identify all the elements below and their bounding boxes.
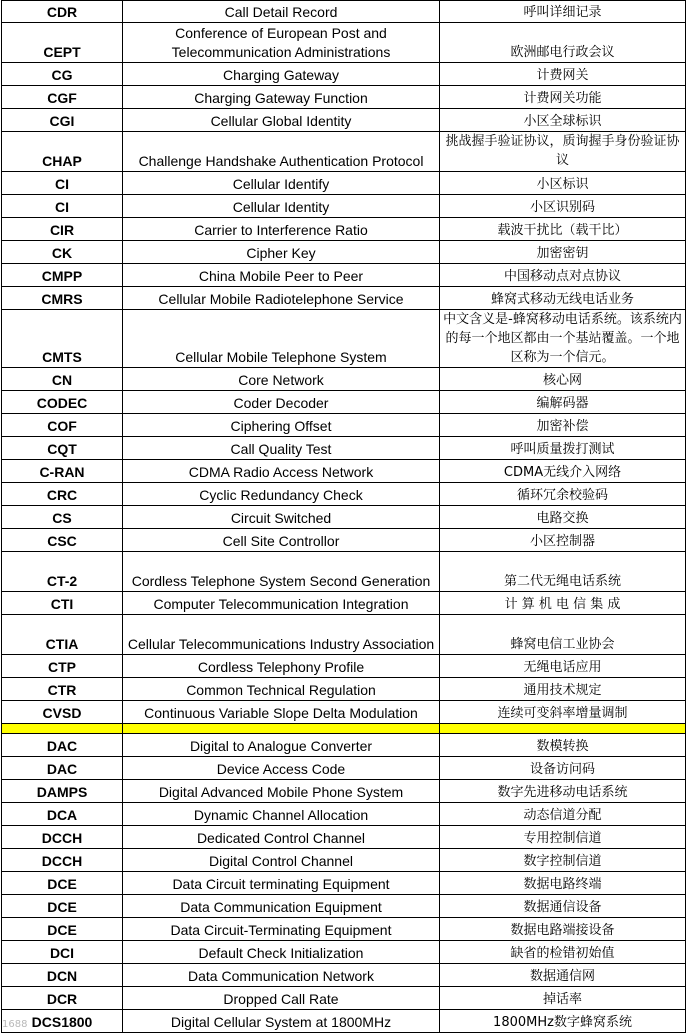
abbreviation-cell: CI <box>2 195 123 218</box>
english-term-cell: Cyclic Redundancy Check <box>123 483 440 506</box>
english-term-cell: Digital Cellular System at 1800MHz <box>123 1010 440 1033</box>
table-row <box>2 218 686 241</box>
abbreviation-cell: CSC <box>2 529 123 552</box>
chinese-term-cell: 掉话率 <box>440 987 686 1010</box>
table-row <box>2 987 686 1010</box>
english-term-cell: Charging Gateway Function <box>123 86 440 109</box>
abbreviation-cell: DAMPS <box>2 780 123 803</box>
chinese-term-cell: 数据电路终端 <box>440 872 686 895</box>
chinese-term-cell: 小区识别码 <box>440 195 686 218</box>
table-row <box>2 678 686 701</box>
table-row <box>2 780 686 803</box>
english-term-cell: Continuous Variable Slope Delta Modulation <box>123 701 440 724</box>
table-row <box>2 964 686 987</box>
chinese-term-cell: 中国移动点对点协议 <box>440 264 686 287</box>
table-row <box>2 368 686 391</box>
chinese-term-cell: 呼叫详细记录 <box>440 1 686 23</box>
chinese-term-cell: 呼叫质量拨打测试 <box>440 437 686 460</box>
table-row <box>2 1010 686 1033</box>
abbreviation-cell: DAC <box>2 757 123 780</box>
abbreviation-cell: DCI <box>2 941 123 964</box>
table-row <box>2 132 686 172</box>
table-row <box>2 895 686 918</box>
chinese-term-cell: 小区控制器 <box>440 529 686 552</box>
abbreviation-cell: CRC <box>2 483 123 506</box>
english-term-cell: CDMA Radio Access Network <box>123 460 440 483</box>
english-term-cell: Cordless Telephony Profile <box>123 655 440 678</box>
abbreviation-cell: C-RAN <box>2 460 123 483</box>
chinese-term-cell: 中文含义是-蜂窝移动电话系统。该系统内的每一个地区都由一个基站覆盖。一个地区称为一个信元。 <box>440 310 686 368</box>
table-row <box>2 109 686 132</box>
abbreviation-cell: CQT <box>2 437 123 460</box>
table-separator-section <box>2 724 686 734</box>
english-term-cell: Conference of European Post and Telecommunication Administrations <box>123 23 440 63</box>
abbreviation-table <box>1 0 686 1033</box>
table-row <box>2 483 686 506</box>
separator-cell <box>2 724 123 734</box>
english-term-cell: Carrier to Interference Ratio <box>123 218 440 241</box>
chinese-term-cell: 欧洲邮电行政会议 <box>440 23 686 63</box>
table-row <box>2 872 686 895</box>
english-term-cell: Data Communication Network <box>123 964 440 987</box>
chinese-term-cell: 挑战握手验证协议，质询握手身份验证协议 <box>440 132 686 172</box>
abbreviation-cell: CG <box>2 63 123 86</box>
table-row <box>2 918 686 941</box>
english-term-cell: Call Detail Record <box>123 1 440 23</box>
abbreviation-cell: CTP <box>2 655 123 678</box>
abbreviation-cell: DAC <box>2 734 123 757</box>
english-term-cell: Coder Decoder <box>123 391 440 414</box>
abbreviation-cell: CEPT <box>2 23 123 63</box>
abbreviation-cell: CMPP <box>2 264 123 287</box>
chinese-term-cell: 缺省的检错初始值 <box>440 941 686 964</box>
table-row <box>2 803 686 826</box>
abbreviation-cell: CMRS <box>2 287 123 310</box>
english-term-cell: Cellular Identity <box>123 195 440 218</box>
abbreviation-cell: CK <box>2 241 123 264</box>
abbreviation-cell: DCCH <box>2 826 123 849</box>
chinese-term-cell: 数据电路端接设备 <box>440 918 686 941</box>
chinese-term-cell: 动态信道分配 <box>440 803 686 826</box>
table-row <box>2 734 686 757</box>
chinese-term-cell: 蜂窝式移动无线电话业务 <box>440 287 686 310</box>
table-row <box>2 552 686 592</box>
table-row <box>2 655 686 678</box>
chinese-term-cell: 小区全球标识 <box>440 109 686 132</box>
chinese-term-cell: 载波干扰比（载干比） <box>440 218 686 241</box>
english-term-cell: Dedicated Control Channel <box>123 826 440 849</box>
table-row <box>2 941 686 964</box>
abbreviation-cell: CGI <box>2 109 123 132</box>
table-row <box>2 310 686 368</box>
english-term-cell: China Mobile Peer to Peer <box>123 264 440 287</box>
chinese-term-cell: 连续可变斜率增量调制 <box>440 701 686 724</box>
chinese-term-cell: 核心网 <box>440 368 686 391</box>
abbreviation-cell: CTR <box>2 678 123 701</box>
abbreviation-cell: CHAP <box>2 132 123 172</box>
abbreviation-cell: CODEC <box>2 391 123 414</box>
chinese-term-cell: 设备访问码 <box>440 757 686 780</box>
english-term-cell: Digital Control Channel <box>123 849 440 872</box>
abbreviation-cell: DCCH <box>2 849 123 872</box>
abbreviation-cell: CI <box>2 172 123 195</box>
english-term-cell: Dynamic Channel Allocation <box>123 803 440 826</box>
table-row <box>2 506 686 529</box>
english-term-cell: Digital Advanced Mobile Phone System <box>123 780 440 803</box>
table-row <box>2 172 686 195</box>
chinese-term-cell: CDMA无线介入网络 <box>440 460 686 483</box>
table-row <box>2 241 686 264</box>
abbreviation-cell: CT-2 <box>2 552 123 592</box>
abbreviation-cell: DCE <box>2 918 123 941</box>
table-row <box>2 437 686 460</box>
english-term-cell: Cordless Telephone System Second Generation <box>123 552 440 592</box>
abbreviation-cell: CTI <box>2 592 123 615</box>
english-term-cell: Digital to Analogue Converter <box>123 734 440 757</box>
abbreviation-cell: CGF <box>2 86 123 109</box>
abbreviation-cell: DCS1800 <box>2 1010 123 1033</box>
english-term-cell: Data Communication Equipment <box>123 895 440 918</box>
chinese-term-cell: 加密密钥 <box>440 241 686 264</box>
english-term-cell: Challenge Handshake Authentication Protocol <box>123 132 440 172</box>
english-term-cell: Cellular Global Identity <box>123 109 440 132</box>
separator-cell <box>440 724 686 734</box>
english-term-cell: Cellular Telecommunications Industry Association <box>123 615 440 655</box>
chinese-term-cell: 数据通信设备 <box>440 895 686 918</box>
abbreviation-cell: DCA <box>2 803 123 826</box>
table-row <box>2 264 686 287</box>
watermark-text: 1688 <box>2 1019 28 1030</box>
english-term-cell: Core Network <box>123 368 440 391</box>
separator-cell <box>123 724 440 734</box>
chinese-term-cell: 电路交换 <box>440 506 686 529</box>
chinese-term-cell: 编解码器 <box>440 391 686 414</box>
table-row <box>2 849 686 872</box>
table-row <box>2 63 686 86</box>
abbreviation-cell: CS <box>2 506 123 529</box>
chinese-term-cell: 数模转换 <box>440 734 686 757</box>
english-term-cell: Default Check Initialization <box>123 941 440 964</box>
english-term-cell: Cellular Identify <box>123 172 440 195</box>
english-term-cell: Charging Gateway <box>123 63 440 86</box>
english-term-cell: Dropped Call Rate <box>123 987 440 1010</box>
table-row <box>2 826 686 849</box>
yellow-separator-row <box>2 724 686 734</box>
table-row <box>2 1 686 23</box>
chinese-term-cell: 数字先进移动电话系统 <box>440 780 686 803</box>
english-term-cell: Cellular Mobile Radiotelephone Service <box>123 287 440 310</box>
chinese-term-cell: 数字控制信道 <box>440 849 686 872</box>
table-row <box>2 391 686 414</box>
english-term-cell: Data Circuit terminating Equipment <box>123 872 440 895</box>
table-row <box>2 460 686 483</box>
abbreviation-cell: DCR <box>2 987 123 1010</box>
english-term-cell: Circuit Switched <box>123 506 440 529</box>
abbreviation-cell: DCE <box>2 872 123 895</box>
abbreviation-cell: CTIA <box>2 615 123 655</box>
english-term-cell: Cipher Key <box>123 241 440 264</box>
chinese-term-cell: 通用技术规定 <box>440 678 686 701</box>
chinese-term-cell: 小区标识 <box>440 172 686 195</box>
table-section-c <box>2 1 686 724</box>
abbreviation-cell: DCN <box>2 964 123 987</box>
chinese-term-cell: 数据通信网 <box>440 964 686 987</box>
table-row <box>2 592 686 615</box>
table-section-d <box>2 734 686 1033</box>
chinese-term-cell: 计 算 机 电 信 集 成 <box>440 592 686 615</box>
table-row <box>2 414 686 437</box>
english-term-cell: Cell Site Controllor <box>123 529 440 552</box>
abbreviation-cell: COF <box>2 414 123 437</box>
english-term-cell: Call Quality Test <box>123 437 440 460</box>
english-term-cell: Device Access Code <box>123 757 440 780</box>
chinese-term-cell: 1800MHz数字蜂窝系统 <box>440 1010 686 1033</box>
abbreviation-cell: CDR <box>2 1 123 23</box>
table-row <box>2 23 686 63</box>
english-term-cell: Cellular Mobile Telephone System <box>123 310 440 368</box>
table-row <box>2 615 686 655</box>
table-row <box>2 701 686 724</box>
english-term-cell: Computer Telecommunication Integration <box>123 592 440 615</box>
abbreviation-cell: CVSD <box>2 701 123 724</box>
english-term-cell: Common Technical Regulation <box>123 678 440 701</box>
english-term-cell: Data Circuit-Terminating Equipment <box>123 918 440 941</box>
chinese-term-cell: 计费网关功能 <box>440 86 686 109</box>
chinese-term-cell: 专用控制信道 <box>440 826 686 849</box>
chinese-term-cell: 蜂窝电信工业协会 <box>440 615 686 655</box>
table-row <box>2 757 686 780</box>
chinese-term-cell: 第二代无绳电话系统 <box>440 552 686 592</box>
abbreviation-cell: CMTS <box>2 310 123 368</box>
table-row <box>2 287 686 310</box>
english-term-cell: Ciphering Offset <box>123 414 440 437</box>
table-row <box>2 195 686 218</box>
table-row <box>2 529 686 552</box>
abbreviation-cell: CIR <box>2 218 123 241</box>
chinese-term-cell: 循环冗余校验码 <box>440 483 686 506</box>
abbreviation-cell: DCE <box>2 895 123 918</box>
chinese-term-cell: 加密补偿 <box>440 414 686 437</box>
abbreviation-cell: CN <box>2 368 123 391</box>
chinese-term-cell: 无绳电话应用 <box>440 655 686 678</box>
table-row <box>2 86 686 109</box>
chinese-term-cell: 计费网关 <box>440 63 686 86</box>
